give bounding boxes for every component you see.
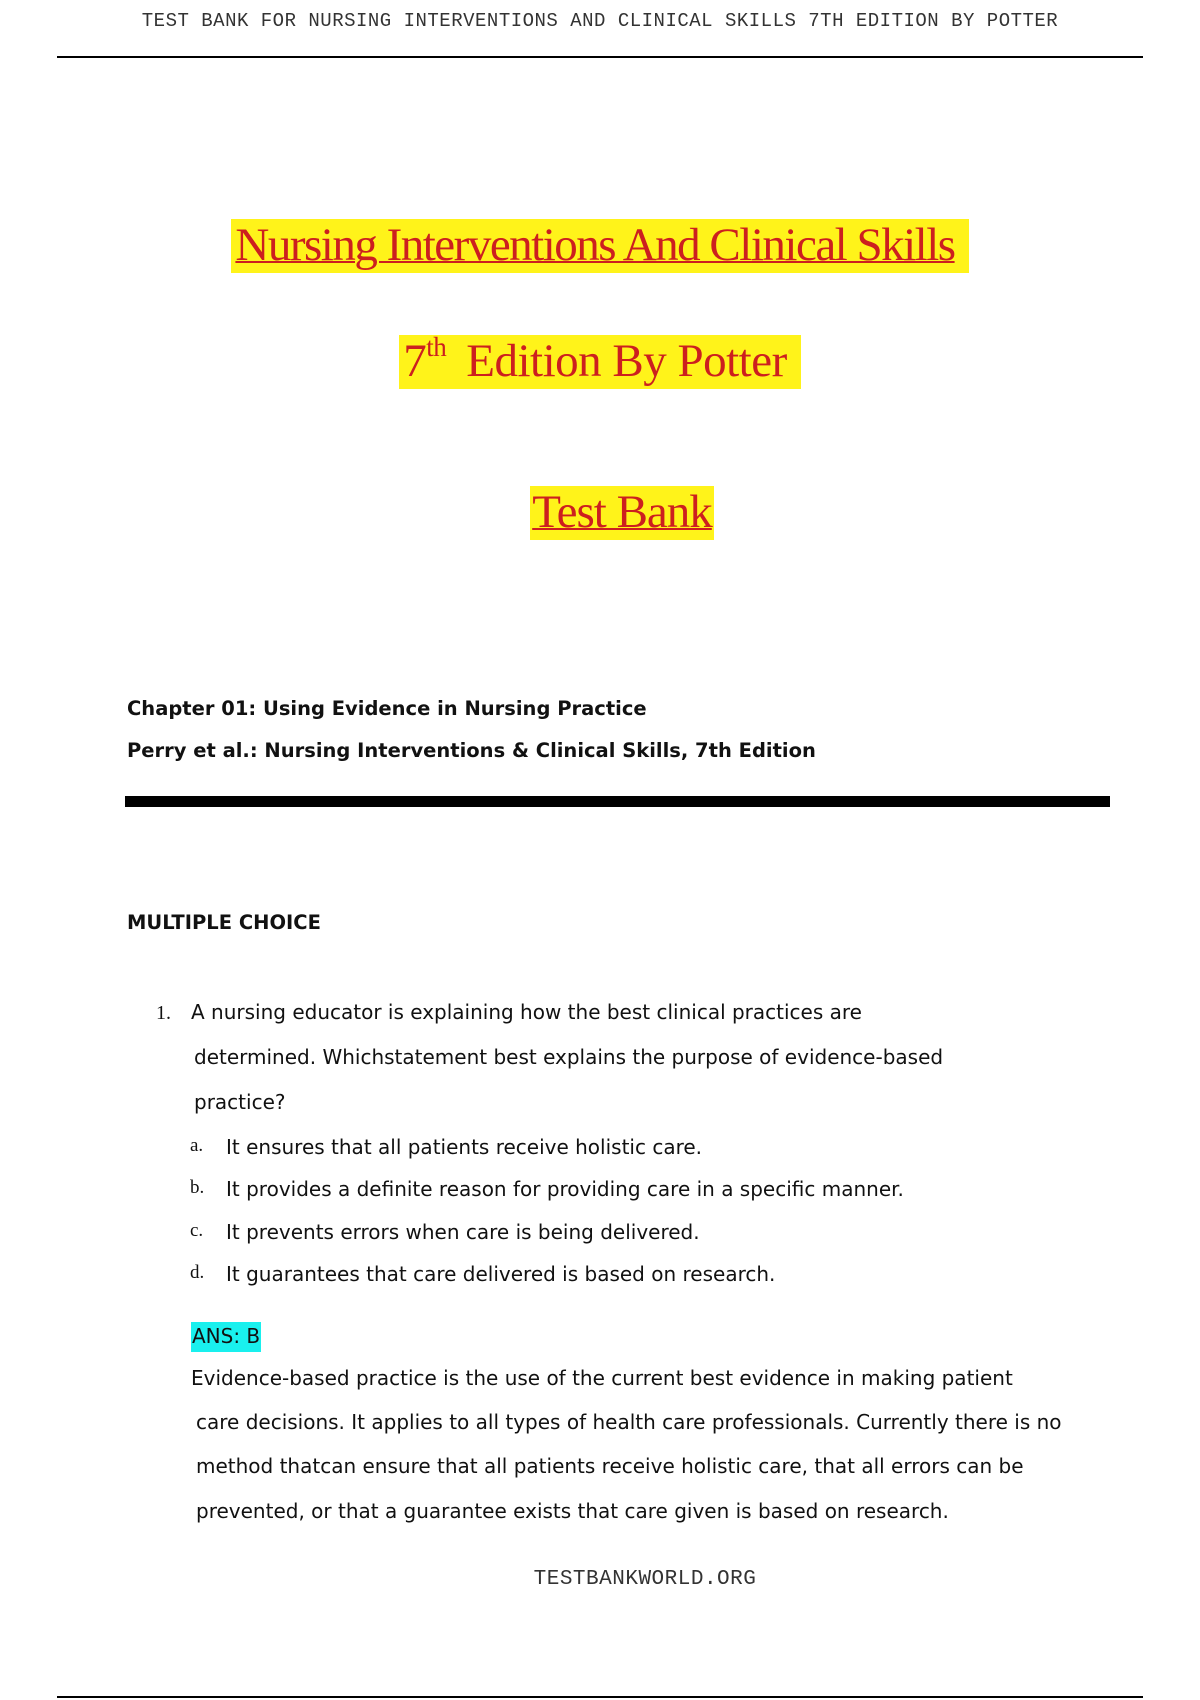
edition-suffix: th xyxy=(426,332,447,362)
chapter-title: Chapter 01: Using Evidence in Nursing Practice xyxy=(127,697,647,720)
question-text-line: A nursing educator is explaining how the best clinical practices are xyxy=(191,1000,862,1024)
header-rule xyxy=(57,56,1143,58)
edition-number: 7 xyxy=(403,335,427,387)
rationale-line: prevented, or that a guarantee exists that care given is based on research. xyxy=(196,1499,949,1523)
footer-website: TESTBANKWORLD.ORG xyxy=(533,1568,757,1591)
option-b-letter: b. xyxy=(190,1177,205,1198)
rationale-line: care decisions. It applies to all types of health care professionals. Currently there is no xyxy=(196,1410,1062,1434)
title-book-name: Nursing Interventions And Clinical Skills xyxy=(231,219,968,273)
book-citation: Perry et al.: Nursing Interventions & Clinical Skills, 7th Edition xyxy=(127,739,816,762)
edition-author: Edition By Potter xyxy=(466,335,787,387)
option-c-text: It prevents errors when care is being delivered. xyxy=(226,1220,700,1244)
question-text-line: practice? xyxy=(194,1090,286,1114)
title-edition-highlight xyxy=(399,332,801,389)
title-line-3 xyxy=(0,485,1200,539)
title-test-bank: Test Bank xyxy=(532,486,712,538)
option-a-text: It ensures that all patients receive holistic care. xyxy=(226,1135,703,1159)
option-b-text: It provides a definite reason for providing care in a specific manner. xyxy=(226,1177,904,1201)
answer-badge: ANS: B xyxy=(191,1322,261,1352)
question-number: 1. xyxy=(156,1002,171,1024)
section-heading: MULTIPLE CHOICE xyxy=(127,911,321,934)
running-header: TEST BANK FOR NURSING INTERVENTIONS AND CLINICAL SKILLS 7TH EDITION BY POTTER xyxy=(141,10,1059,32)
section-divider xyxy=(125,796,1110,807)
option-a-letter: a. xyxy=(190,1135,204,1156)
rationale-line: method thatcan ensure that all patients receive holistic care, that all errors can be xyxy=(196,1454,1024,1478)
option-d-letter: d. xyxy=(190,1262,205,1283)
question-text-line: determined. Whichstatement best explains the purpose of evidence-based xyxy=(194,1045,944,1069)
option-d-text: It guarantees that care delivered is based on research. xyxy=(226,1262,776,1286)
footer-rule xyxy=(57,1696,1143,1698)
rationale-line: Evidence-based practice is the use of the current best evidence in making patient xyxy=(191,1366,1013,1390)
title-line-1 xyxy=(0,218,1200,272)
option-c-letter: c. xyxy=(190,1220,204,1241)
title-line-2 xyxy=(0,332,1200,388)
